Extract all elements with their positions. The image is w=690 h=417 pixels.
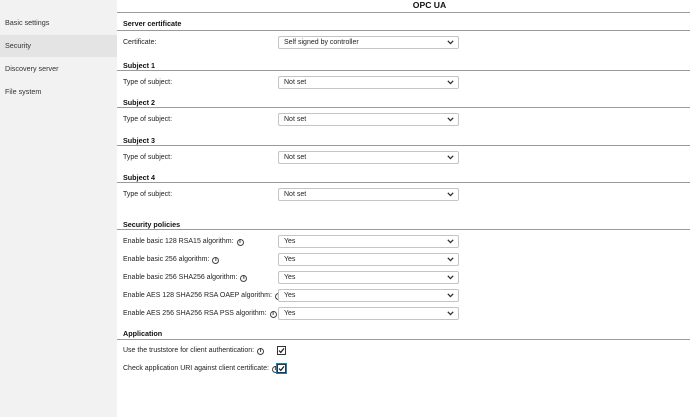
chevron-down-icon [447,40,454,45]
section-heading-subject-1: Subject 1 [123,61,155,70]
subject-3-type-select[interactable] [278,151,459,164]
subject-3-type-value: Not set [284,154,307,161]
chevron-down-icon [447,117,454,122]
policy-select-value: Yes [284,310,296,317]
policy-select-value: Yes [284,274,296,281]
policy-label-text: Enable basic 256 SHA256 algorithm: [123,274,238,281]
subject-4-type-select[interactable] [278,188,459,201]
section-divider [117,339,690,340]
sidebar [0,0,117,417]
section-divider [117,30,690,31]
section-heading-subject-3: Subject 3 [123,136,155,145]
info-icon[interactable]: i [270,311,277,318]
section-heading-server-certificate: Server certificate [123,19,182,28]
subject-3-type-label: Type of subject: [123,154,173,161]
subject-1-type-select[interactable] [278,76,459,89]
chevron-down-icon [447,293,454,298]
chevron-down-icon [447,192,454,197]
policy-basic256-label [123,254,219,265]
info-icon[interactable]: i [212,257,219,264]
sidebar-item-discovery-server[interactable]: Discovery server [5,64,59,73]
subject-1-type-label: Type of subject: [123,79,173,86]
truststore-auth-checkbox[interactable] [277,346,286,355]
certificate-select-value: Self signed by controller [284,39,359,46]
sidebar-item-security[interactable]: Security [0,35,117,57]
info-icon[interactable]: i [272,366,279,373]
chevron-down-icon [447,275,454,280]
checkmark-icon [278,365,285,372]
policy-select-value: Yes [284,238,296,245]
policy-label-text: Enable basic 128 RSA15 algorithm: [123,238,234,245]
policy-aes128-oaep-label [123,290,282,301]
chevron-down-icon [447,311,454,316]
subject-2-type-select[interactable] [278,113,459,126]
app-uri-check-label [123,363,279,374]
info-icon[interactable]: i [237,239,244,246]
title-divider [117,12,690,13]
truststore-auth-label [123,345,264,356]
section-heading-subject-2: Subject 2 [123,98,155,107]
section-divider [117,182,690,183]
policy-basic256-sha256-label [123,272,247,283]
subject-2-type-value: Not set [284,116,307,123]
policy-basic256-sha256-select[interactable] [278,271,459,284]
checkmark-icon [278,347,285,354]
info-icon[interactable]: i [240,275,247,282]
policy-basic128-rsa15-select[interactable] [278,235,459,248]
page-title: OPC UA [412,0,447,10]
policy-select-value: Yes [284,292,296,299]
truststore-auth-label-text: Use the truststore for client authentication: [123,347,255,354]
chevron-down-icon [447,80,454,85]
chevron-down-icon [447,257,454,262]
policy-aes256-pss-label [123,308,277,319]
policy-basic256-select[interactable] [278,253,459,266]
policy-aes256-pss-select[interactable] [278,307,459,320]
subject-4-type-value: Not set [284,191,307,198]
section-heading-security-policies: Security policies [123,220,181,229]
app-uri-check-label-text: Check application URI against client certificate: [123,365,269,372]
sidebar-item-basic-settings[interactable]: Basic settings [5,18,50,27]
info-icon[interactable]: i [257,348,264,355]
app-uri-check-checkbox[interactable] [277,364,286,373]
certificate-select[interactable] [278,36,459,49]
policy-basic128-rsa15-label [123,236,244,247]
section-heading-subject-4: Subject 4 [123,173,155,182]
policy-label-text: Enable basic 256 algorithm: [123,256,210,263]
policy-aes128-oaep-select[interactable] [278,289,459,302]
subject-1-type-value: Not set [284,79,307,86]
chevron-down-icon [447,155,454,160]
policy-select-value: Yes [284,256,296,263]
subject-4-type-label: Type of subject: [123,191,173,198]
chevron-down-icon [447,239,454,244]
section-divider [117,145,690,146]
sidebar-item-file-system[interactable]: File system [5,87,42,96]
certificate-label: Certificate: [123,39,157,46]
section-divider [117,70,690,71]
section-divider [117,229,690,230]
section-divider [117,107,690,108]
subject-2-type-label: Type of subject: [123,116,173,123]
policy-label-text: Enable AES 128 SHA256 RSA OAEP algorithm: [123,292,272,299]
section-heading-application: Application [123,329,163,338]
policy-label-text: Enable AES 256 SHA256 RSA PSS algorithm: [123,310,267,317]
